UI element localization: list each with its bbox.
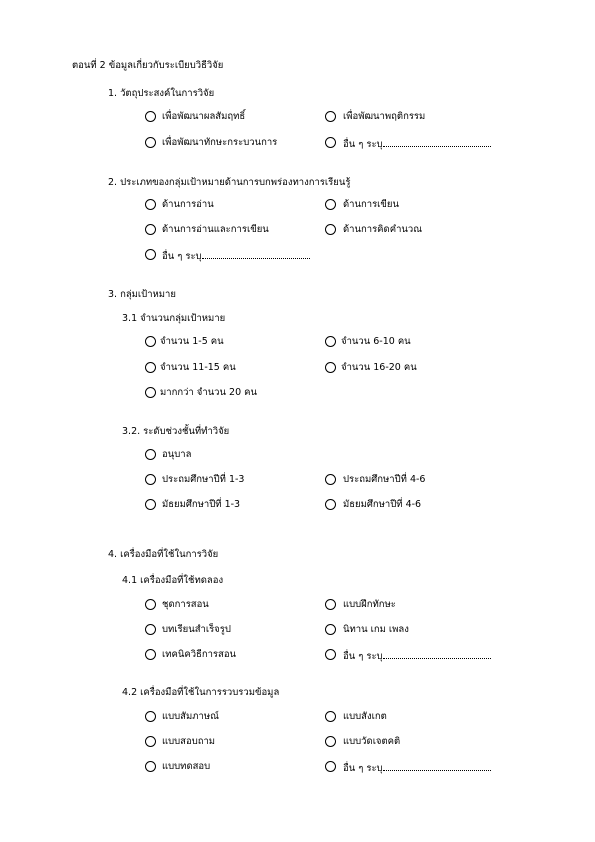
radio-1-1-label: เพื่อพัฒนาผลสัมฤทธิ์ (162, 111, 246, 122)
radio-3-2-3[interactable] (325, 474, 336, 485)
radio-2-1-label: ด้านการอ่าน (162, 199, 214, 210)
radio-4-1-1-label: ชุดการสอน (162, 599, 209, 610)
radio-4-2-2-label: แบบสังเกต (343, 711, 387, 722)
radio-4-1-6-row (343, 649, 491, 663)
radio-2-5-label: อื่น ๆ ระบุ (162, 251, 202, 262)
radio-1-4-label: อื่น ๆ ระบุ (343, 139, 383, 150)
radio-4-2-5[interactable] (145, 761, 156, 772)
radio-4-2-1[interactable] (145, 711, 156, 722)
section-3-1-title: 3.1 จำนวนกลุ่มเป้าหมาย (122, 313, 226, 324)
radio-4-1-3-label: บทเรียนสำเร็จรูป (162, 624, 231, 635)
radio-4-2-6-row (343, 761, 491, 775)
radio-4-2-3[interactable] (145, 736, 156, 747)
radio-1-4[interactable] (325, 137, 336, 148)
radio-3-1-1-label: จำนวน 1-5 คน (160, 336, 224, 347)
section-4-title: 4. เครื่องมือที่ใช้ในการวิจัย (108, 549, 219, 560)
radio-4-2-4[interactable] (325, 736, 336, 747)
radio-1-3-label: เพื่อพัฒนาทักษะกระบวนการ (162, 137, 278, 148)
radio-2-3-label: ด้านการอ่านและการเขียน (162, 224, 269, 235)
other-fill-line-1[interactable] (383, 137, 491, 147)
radio-3-2-3-label: ประถมศึกษาปีที่ 4-6 (343, 474, 426, 485)
radio-2-4-label: ด้านการคิดคำนวณ (343, 224, 423, 235)
radio-3-2-4[interactable] (145, 499, 156, 510)
radio-4-1-5-label: เทคนิควิธีการสอน (162, 649, 237, 660)
radio-4-2-5-label: แบบทดสอบ (162, 761, 211, 772)
other-fill-line-2[interactable] (202, 249, 310, 259)
radio-4-1-4-label: นิทาน เกม เพลง (343, 624, 409, 635)
radio-3-2-1[interactable] (145, 449, 156, 460)
radio-3-1-4[interactable] (325, 362, 336, 373)
section-1-title: 1. วัตถุประสงค์ในการวิจัย (108, 88, 215, 99)
other-fill-line-3[interactable] (383, 649, 491, 659)
radio-3-2-5[interactable] (325, 499, 336, 510)
radio-2-5[interactable] (145, 249, 156, 260)
section-4-2-title: 4.2 เครื่องมือที่ใช้ในการรวบรวมข้อมูล (122, 687, 280, 698)
radio-3-1-5[interactable] (145, 387, 156, 398)
radio-4-2-6-label: อื่น ๆ ระบุ (343, 763, 383, 774)
radio-3-2-2-label: ประถมศึกษาปีที่ 1-3 (162, 474, 245, 485)
radio-3-1-3[interactable] (145, 362, 156, 373)
section-3-title: 3. กลุ่มเป้าหมาย (108, 289, 176, 300)
radio-3-2-1-label: อนุบาล (162, 449, 192, 460)
section-4-1-title: 4.1 เครื่องมือที่ใช้ทดลอง (122, 575, 224, 586)
radio-3-2-4-label: มัธยมศึกษาปีที่ 1-3 (162, 499, 241, 510)
radio-4-1-2-label: แบบฝึกทักษะ (343, 599, 396, 610)
radio-4-1-2[interactable] (325, 599, 336, 610)
radio-1-2-label: เพื่อพัฒนาพฤติกรรม (343, 111, 426, 122)
radio-2-2-label: ด้านการเขียน (343, 199, 399, 210)
radio-4-2-4-label: แบบวัดเจตคติ (343, 736, 401, 747)
radio-3-1-2[interactable] (325, 336, 336, 347)
radio-1-2[interactable] (325, 111, 336, 122)
radio-3-2-2[interactable] (145, 474, 156, 485)
radio-4-1-4[interactable] (325, 624, 336, 635)
radio-4-2-6[interactable] (325, 761, 336, 772)
radio-3-1-3-label: จำนวน 11-15 คน (160, 362, 236, 373)
radio-3-1-5-label: มากกว่า จำนวน 20 คน (160, 387, 257, 398)
radio-3-2-5-label: มัธยมศึกษาปีที่ 4-6 (343, 499, 422, 510)
radio-4-1-6-label: อื่น ๆ ระบุ (343, 651, 383, 662)
radio-2-1[interactable] (145, 199, 156, 210)
radio-1-3[interactable] (145, 137, 156, 148)
radio-1-1[interactable] (145, 111, 156, 122)
radio-4-1-5[interactable] (145, 649, 156, 660)
radio-4-1-6[interactable] (325, 649, 336, 660)
radio-4-2-3-label: แบบสอบถาม (162, 736, 216, 747)
radio-1-4-row (343, 137, 491, 151)
radio-4-1-3[interactable] (145, 624, 156, 635)
radio-3-1-4-label: จำนวน 16-20 คน (341, 362, 417, 373)
radio-3-1-2-label: จำนวน 6-10 คน (341, 336, 411, 347)
radio-2-2[interactable] (325, 199, 336, 210)
page-header: ตอนที่ 2 ข้อมูลเกี่ยวกับระเบียบวิธีวิจัย (72, 60, 224, 71)
other-fill-line-4[interactable] (383, 761, 491, 771)
radio-2-5-row (162, 249, 310, 263)
radio-3-1-1[interactable] (145, 336, 156, 347)
radio-4-2-1-label: แบบสัมภาษณ์ (162, 711, 219, 722)
radio-2-3[interactable] (145, 224, 156, 235)
section-2-title: 2. ประเภทของกลุ่มเป้าหมายด้านการบกพร่องทางการเรียนรู้ (108, 177, 351, 188)
radio-4-2-2[interactable] (325, 711, 336, 722)
radio-2-4[interactable] (325, 224, 336, 235)
radio-4-1-1[interactable] (145, 599, 156, 610)
section-3-2-title: 3.2. ระดับช่วงชั้นที่ทำวิจัย (122, 426, 230, 437)
